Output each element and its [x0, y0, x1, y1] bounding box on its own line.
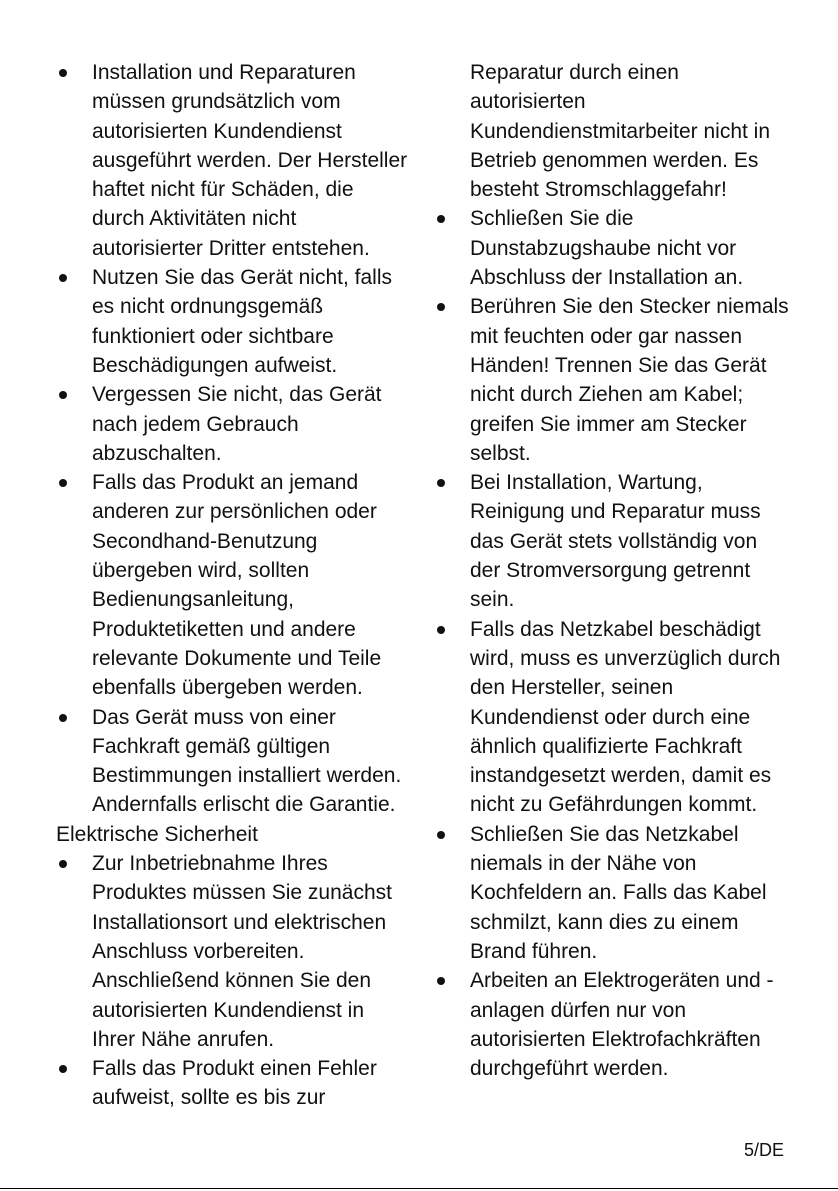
text-line: Installation und Reparaturen: [92, 61, 356, 84]
text-line: Falls das Produkt an jemand: [92, 471, 359, 495]
section-heading-electrical-safety: Elektrische Sicherheit: [56, 822, 258, 846]
text-line: Andernfalls erlischt die Garantie.: [92, 793, 396, 817]
text-line: sein.: [470, 588, 515, 612]
text-line: wird, muss es unverzüglich durch: [470, 646, 781, 670]
text-line: Reinigung und Reparatur muss: [470, 500, 761, 524]
text-line: niemals in der Nähe von: [470, 852, 697, 876]
text-line: Produktes müssen Sie zunächst: [92, 881, 392, 905]
text-line: funktioniert oder sichtbare: [92, 324, 334, 348]
bullet-item: [434, 292, 794, 468]
text-line: anderen zur persönlichen oder: [92, 500, 377, 524]
bullet-item: [434, 820, 794, 966]
text-line: Bei Installation, Wartung,: [470, 471, 703, 495]
continued-paragraph: [434, 58, 794, 204]
text-line: übergeben wird, sollten: [92, 559, 310, 583]
text-line: ähnlich qualifizierte Fachkraft: [470, 734, 742, 758]
bullet-item: [56, 58, 416, 263]
electrical-safety-list-continued: [434, 204, 794, 1083]
text-line: Secondhand-Benutzung: [92, 529, 318, 553]
text-line: Das Gerät muss von einer: [92, 705, 336, 729]
right-column: [434, 58, 794, 1083]
text-line: besteht Stromschlaggefahr!: [470, 178, 727, 202]
text-line: durchgeführt werden.: [470, 1057, 669, 1081]
text-line: das Gerät stets vollständig von: [470, 529, 758, 553]
text-line: autorisierter Dritter entstehen.: [92, 236, 370, 260]
text-line: Bestimmungen installiert werden.: [92, 764, 402, 788]
bullet-item: [56, 703, 416, 820]
text-line: durch Aktivitäten nicht: [92, 207, 297, 231]
bullet-item: [434, 966, 794, 1083]
text-line: abzuschalten.: [92, 441, 222, 465]
text-line: nach jedem Gebrauch: [92, 412, 299, 436]
text-line: autorisierten Kundendienst: [92, 119, 342, 143]
text-line: Schließen Sie die: [470, 207, 634, 231]
text-line: Schließen Sie das Netzkabel: [470, 822, 739, 846]
text-line: Vergessen Sie nicht, das Gerät: [92, 383, 382, 407]
text-line: haftet nicht für Schäden, die: [92, 178, 354, 202]
text-line: Bedienungsanleitung,: [92, 588, 295, 612]
text-line: aufweist, sollte es bis zur: [92, 1086, 326, 1110]
bullet-item: [56, 263, 416, 380]
text-line: Kochfeldern an. Falls das Kabel: [470, 881, 767, 905]
text-line: Produktetiketten und andere: [92, 617, 356, 641]
text-line: Beschädigungen aufweist.: [92, 353, 338, 377]
text-line: autorisierten: [470, 90, 586, 114]
bottom-rule: [0, 1188, 838, 1189]
text-line: Berühren Sie den Stecker niemals: [470, 295, 789, 319]
text-line: autorisierten Elektrofachkräften: [470, 1027, 761, 1051]
bullet-item: [56, 380, 416, 468]
text-line: Brand führen.: [470, 939, 598, 963]
text-line: ebenfalls übergeben werden.: [92, 676, 363, 700]
general-safety-list: [56, 58, 416, 820]
text-line: schmilzt, kann dies zu einem: [470, 910, 739, 934]
text-line: Fachkraft gemäß gültigen: [92, 734, 331, 758]
text-line: Reparatur durch einen: [470, 61, 679, 84]
bullet-item: [56, 849, 416, 1054]
text-line: Anschluss vorbereiten.: [92, 939, 305, 963]
text-line: Betrieb genommen werden. Es: [470, 148, 759, 172]
electrical-safety-list: [56, 849, 416, 1113]
text-line: autorisierten Kundendienst in: [92, 998, 365, 1022]
text-line: Arbeiten an Elektrogeräten und -: [470, 969, 774, 993]
text-line: mit feuchten oder gar nassen: [470, 324, 742, 348]
text-line: es nicht ordnungsgemäß: [92, 295, 324, 319]
text-line: Abschluss der Installation an.: [470, 266, 744, 290]
text-line: Ihrer Nähe anrufen.: [92, 1027, 275, 1051]
text-line: müssen grundsätzlich vom: [92, 90, 341, 114]
bullet-item: [434, 204, 794, 292]
text-line: Nutzen Sie das Gerät nicht, falls: [92, 266, 392, 290]
left-column: [56, 58, 416, 1113]
bullet-item: [434, 468, 794, 614]
text-line: greifen Sie immer am Stecker: [470, 412, 747, 436]
text-line: relevante Dokumente und Teile: [92, 646, 382, 670]
text-line: Falls das Produkt einen Fehler: [92, 1057, 377, 1081]
text-line: Zur Inbetriebnahme Ihres: [92, 852, 328, 876]
text-line: Dunstabzugshaube nicht vor: [470, 236, 737, 260]
text-line: selbst.: [470, 441, 531, 465]
text-line: ausgeführt werden. Der Hersteller: [92, 148, 408, 172]
text-line: Installationsort und elektrischen: [92, 910, 387, 934]
text-line: instandgesetzt werden, damit es: [470, 764, 772, 788]
page-number: 5/DE: [743, 1140, 784, 1160]
text-line: Händen! Trennen Sie das Gerät: [470, 353, 767, 377]
text-line: den Hersteller, seinen: [470, 676, 674, 700]
text-line: nicht durch Ziehen am Kabel;: [470, 383, 744, 407]
text-line: Anschließend können Sie den: [92, 969, 372, 993]
text-line: nicht zu Gefährdungen kommt.: [470, 793, 758, 817]
text-line: Kundendienstmitarbeiter nicht in: [470, 119, 771, 143]
bullet-item: [434, 615, 794, 820]
text-line: anlagen dürfen nur von: [470, 998, 686, 1022]
text-line: Kundendienst oder durch eine: [470, 705, 751, 729]
bullet-item: [56, 1054, 416, 1113]
bullet-item: [56, 468, 416, 702]
text-line: der Stromversorgung getrennt: [470, 559, 751, 583]
text-line: Falls das Netzkabel beschädigt: [470, 617, 761, 641]
